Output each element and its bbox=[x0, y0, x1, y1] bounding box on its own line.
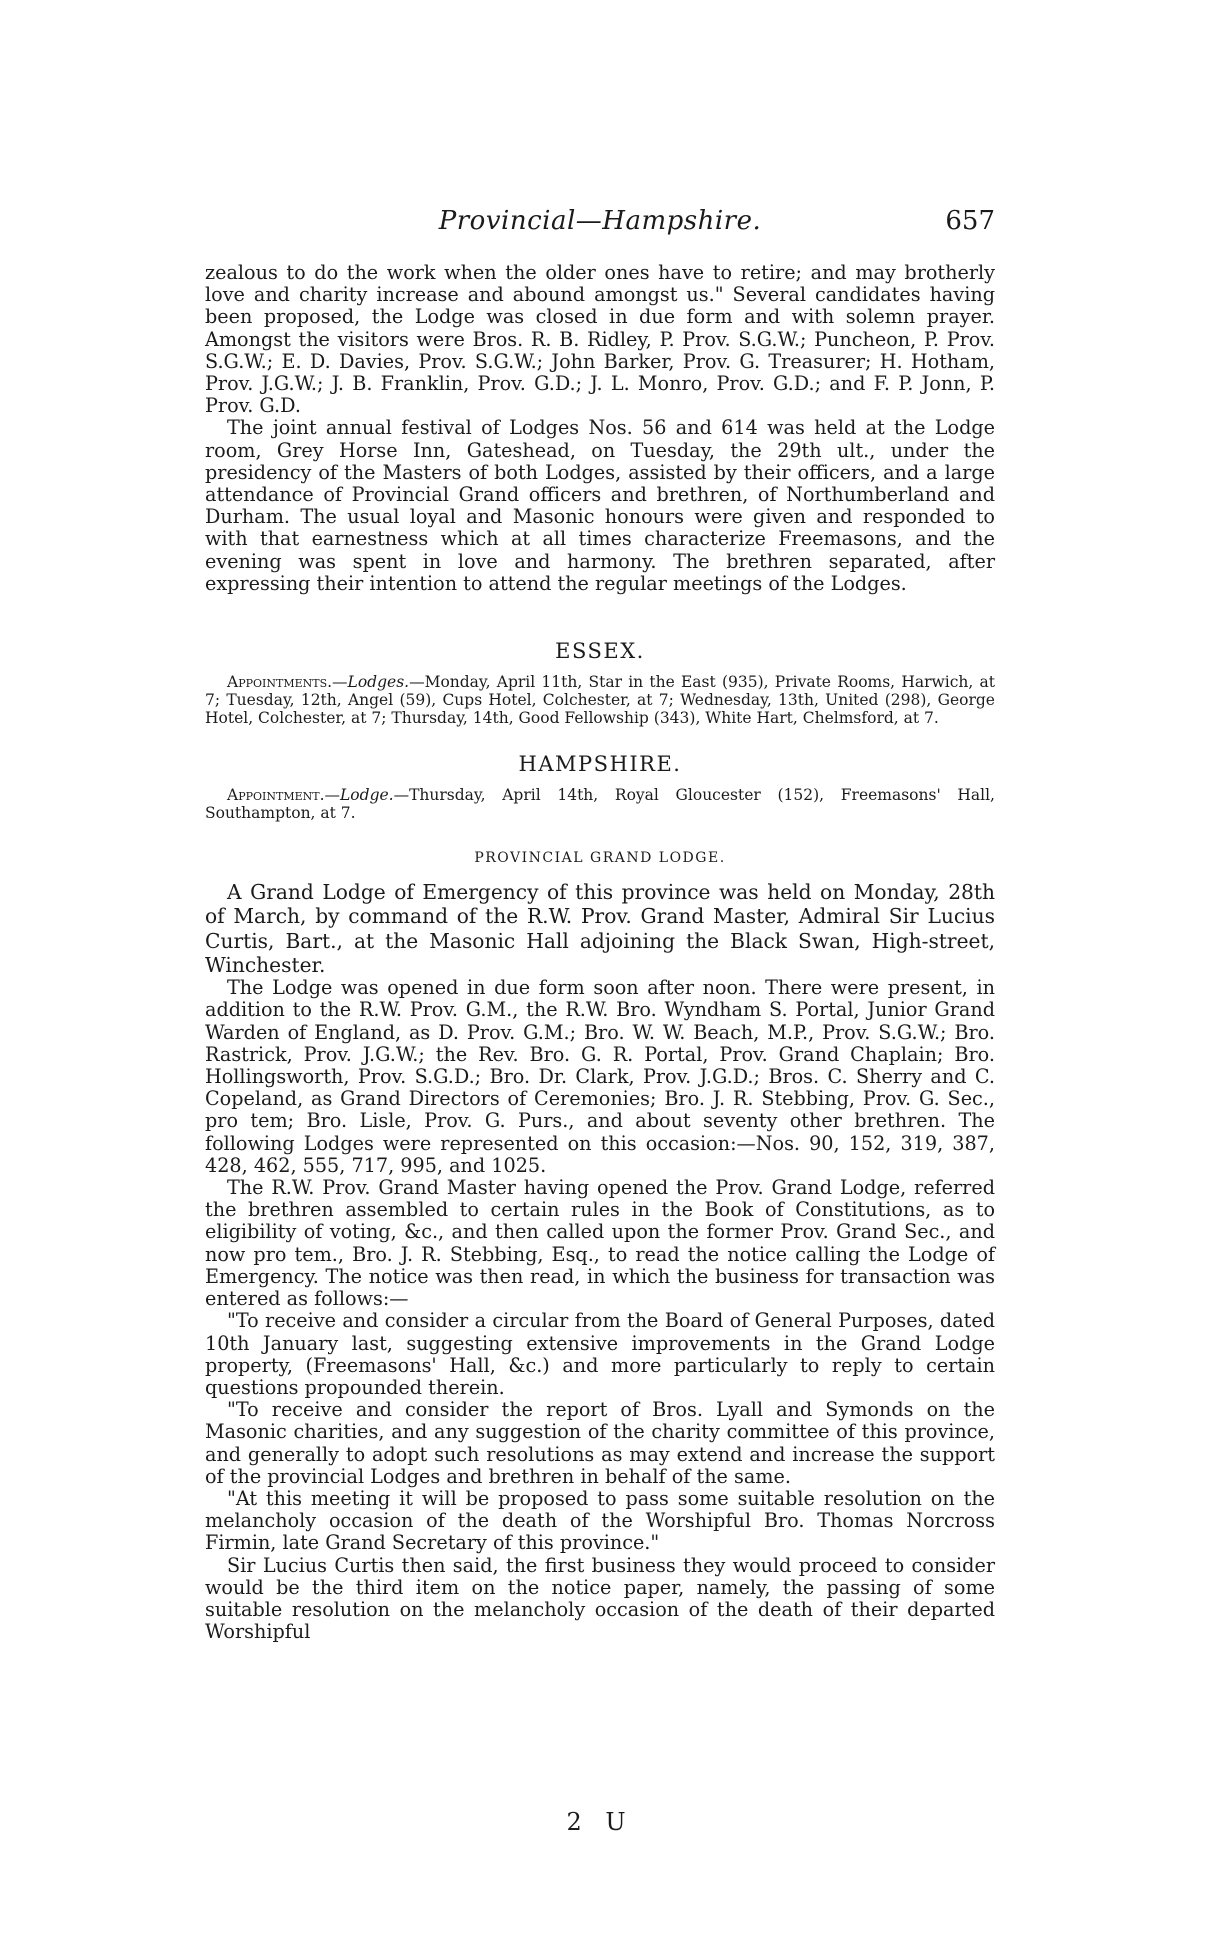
paragraph-sir-lucius: Sir Lucius Curtis then said, the first business they would proceed to consider would be the third item on the notice paper, namely, the passing of some suitable resolution on the melancholy occasion of the death of their departed Worshipful bbox=[205, 1553, 995, 1644]
subheading-provincial-grand-lodge: PROVINCIAL GRAND LODGE. bbox=[474, 850, 726, 867]
page-number: 657 bbox=[945, 206, 995, 236]
page-header bbox=[205, 206, 995, 246]
paragraph-prov-grand-master: The R.W. Prov. Grand Master having opened the Prov. Grand Lodge, referred the brethren assembled to certain rules in the Book of Constitutions, as to eligibility of voting, &c., and then called upon the former Prov. Grand Sec., and now pro tem., Bro. J. R. Stebbing, Esq., to read the notice calling the Lodge of Emergency. The notice was then read, in which the business for transaction was entered as follows:— bbox=[205, 1176, 995, 1311]
paragraph-grand-lodge-emergency: A Grand Lodge of Emergency of this province was held on Monday, 28th of March, by command of the R.W. Prov. Grand Master, Admiral Sir Lucius Curtis, Bart., at the Masonic Hall adjoining the Black Swan, High-street, Winchester. bbox=[205, 880, 995, 977]
paragraph-lodge-opened: The Lodge was opened in due form soon after noon. There were present, in addition to the R.W. Prov. G.M., the R.W. Bro. Wyndham S. Portal, Junior Grand Warden of England, as D. Prov. G.M.; Bro. W. W. Beach, M.P., Prov. S.G.W.; Bro. Rastrick, Prov. J.G.W.; the Rev. Bro. G. R. Portal, Prov. Grand Chaplain; Bro. Hollingsworth, Prov. S.G.D.; Bro. Dr. Clark, Prov. J.G.D.; Bros. C. Sherry and C. Copeland, as Grand Directors of Ceremonies; Bro. J. R. Stebbing, Prov. G. Sec., pro tem; Bro. Lisle, Prov. G. Purs., and about seventy other brethren. The following Lodges were represented on this occasion:—Nos. 90, 152, 319, 387, 428, 462, 555, 717, 995, and 1025. bbox=[205, 976, 995, 1177]
paragraph-joint-festival: The joint annual festival of Lodges Nos. 56 and 614 was held at the Lodge room, Grey Horse Inn, Gateshead, on Tuesday, the 29th ult., under the presidency of the Masters of both Lodges, assisted by their officers, and a large attendance of Provincial Grand officers and brethren, of Northumberland and Durham. The usual loyal and Masonic honours were given and responded to with that earnestness which at all times characterize Freemasons, and the evening was spent in love and harmony. The brethren separated, after expressing their intention to attend the regular meetings of the Lodges. bbox=[205, 416, 995, 595]
essex-appointments bbox=[205, 673, 995, 728]
paragraph-notice-resolution: "At this meeting it will be proposed to pass some suitable resolution on the melancholy occasion of the death of the Worshipful Bro. Thomas Norcross Firmin, late Grand Secretary of this province." bbox=[205, 1486, 995, 1555]
page-body bbox=[205, 262, 995, 1643]
running-title: Provincial—Hampshire. bbox=[438, 206, 762, 236]
hampshire-appointment-label: Appointment. bbox=[227, 785, 325, 804]
essex-appointments-text: —Monday, April 11th, Star in the East (935), Private Rooms, Harwich, at 7; Tuesday, 12th, Angel (59), Cups Hotel, Colchester, at 7; Wednesday, 13th, United (298), George Hotel, Colchester, at 7; Thursday, 14th, Good Fellowship (343), White Hart, Chelmsford, at 7. bbox=[205, 673, 995, 728]
signature-mark: 2 U bbox=[566, 1808, 634, 1836]
section-heading-essex: ESSEX. bbox=[555, 639, 645, 664]
paragraph-zealous: zealous to do the work when the older ones have to retire; and may brotherly love and charity increase and abound amongst us." Several candidates having been proposed, the Lodge was closed in due form and with solemn prayer. Amongst the visitors were Bros. R. B. Ridley, P. Prov. S.G.W.; Puncheon, P. Prov. S.G.W.; E. D. Davies, Prov. S.G.W.; John Barker, Prov. G. Treasurer; H. Hotham, Prov. J.G.W.; J. B. Franklin, Prov. G.D.; J. L. Monro, Prov. G.D.; and F. P. Jonn, P. Prov. G.D. bbox=[205, 261, 995, 418]
hampshire-appointment bbox=[205, 786, 995, 822]
section-heading-hampshire: HAMPSHIRE. bbox=[518, 751, 682, 776]
essex-appointments-label: Appointments. bbox=[227, 673, 333, 692]
paragraph-notice-circular: "To receive and consider a circular from the Board of General Purposes, dated 10th January last, suggesting extensive improvements in the Grand Lodge property, (Freemasons' Hall, &c.) and more particularly to reply to certain questions propounded therein. bbox=[205, 1309, 995, 1399]
paragraph-notice-charities: "To receive and consider the report of Bros. Lyall and Symonds on the Masonic charities, and any suggestion of the charity committee of this province, and generally to adopt such resolutions as may extend and increase the support of the provincial Lodges and brethren in behalf of the same. bbox=[205, 1398, 995, 1488]
hampshire-lodge-label: —Lodge. bbox=[324, 785, 394, 804]
essex-lodges-label: —Lodges. bbox=[332, 673, 410, 692]
hampshire-appointment-text: —Thursday, April 14th, Royal Gloucester (152), Freemasons' Hall, Southampton, at 7. bbox=[205, 785, 995, 822]
